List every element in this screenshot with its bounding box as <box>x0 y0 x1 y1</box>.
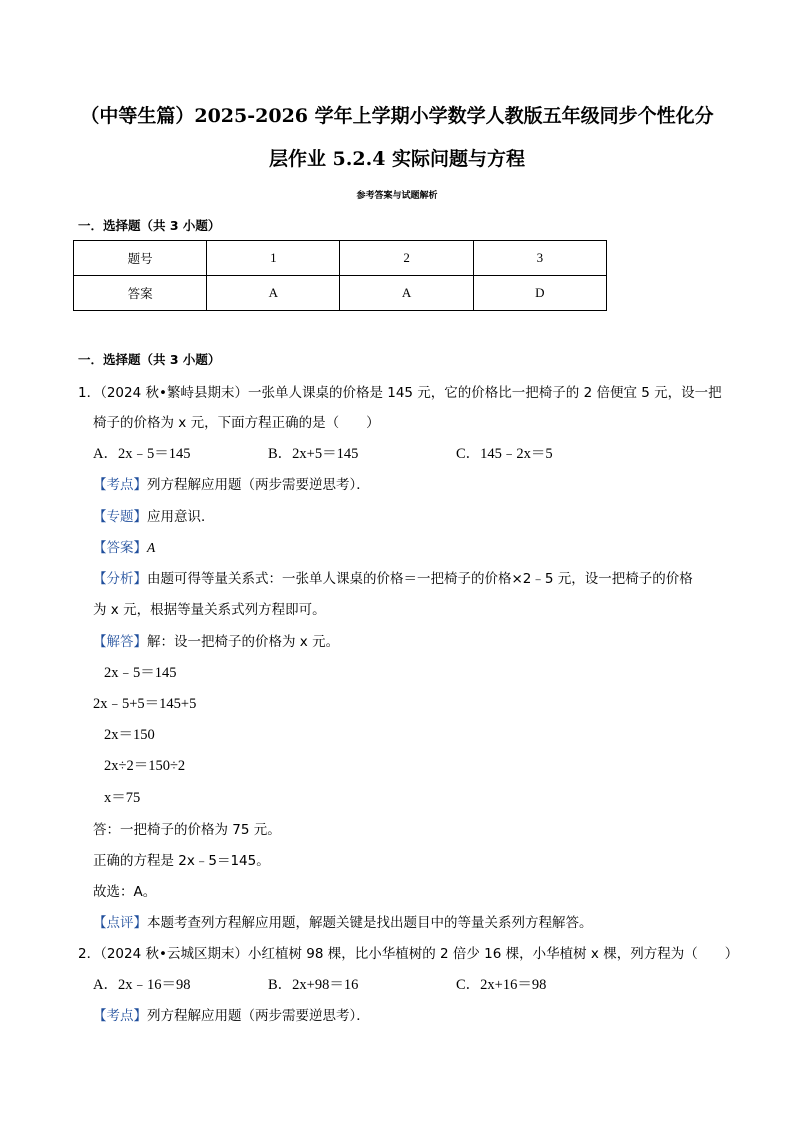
fenxi-text: 由题可得等量关系式：一张单人课桌的价格＝一把椅子的价格×2﹣5 元，设一把椅子的价格 <box>147 571 693 587</box>
q1-step: 2x﹣5＝145 <box>104 665 177 681</box>
q1-kaodian <box>93 473 370 493</box>
q2-kaodian <box>93 1004 370 1024</box>
q1-fenxi-line1 <box>93 567 693 587</box>
q1-fenxi-line2: 为 x 元，根据等量关系式列方程即可。 <box>93 602 326 618</box>
daan-text: A <box>147 540 156 555</box>
q1-zhuanti <box>93 505 215 525</box>
q1-stem-line1: 1．（2024 秋•繁峙县期末）一张单人课桌的价格是 145 元，它的价格比一把椅子的 2 倍便宜 5 元，设一把 <box>78 385 722 401</box>
kaodian-tag: 【考点】 <box>93 477 147 493</box>
answer-table-cell: 1 <box>207 241 340 276</box>
q1-stem-line2: 椅子的价格为 x 元，下面方程正确的是（ ） <box>93 415 380 431</box>
q1-answer-line: 答：一把椅子的价格为 75 元。 <box>93 822 281 838</box>
q1-step: x＝75 <box>104 790 141 806</box>
q2-option-b: B．2x+98＝16 <box>268 977 359 993</box>
q1-correct-line: 正确的方程是 2x﹣5＝145。 <box>93 853 270 869</box>
q2-option-c: C．2x+16＝98 <box>456 977 547 993</box>
zhuanti-tag: 【专题】 <box>93 509 147 525</box>
answer-table-row-answer <box>74 276 607 311</box>
document-title-line2: 层作业 5.2.4 实际问题与方程 <box>268 148 526 170</box>
kaodian-text: 列方程解应用题（两步需要逆思考）． <box>147 1008 370 1024</box>
answer-table-row-number <box>74 241 607 276</box>
q2-stem-line1: 2．（2024 秋•云城区期末）小红植树 98 棵，比小华植树的 2 倍少 16 棵，小华植树 x 棵，列方程为（ ） <box>78 946 739 962</box>
dianping-tag: 【点评】 <box>93 915 147 931</box>
jieda-text: 解：设一把椅子的价格为 x 元。 <box>147 634 340 650</box>
answer-section-heading: 一．选择题（共 3 小题） <box>78 218 221 233</box>
kaodian-text: 列方程解应用题（两步需要逆思考）． <box>147 477 370 493</box>
kaodian-tag: 【考点】 <box>93 1008 147 1024</box>
answer-table-cell: A <box>340 276 473 311</box>
q1-choose-line: 故选：A。 <box>93 884 157 900</box>
q2-option-a: A．2x﹣16＝98 <box>93 977 191 993</box>
q1-option-b: B．2x+5＝145 <box>268 446 359 462</box>
q1-step: 2x＝150 <box>104 727 155 743</box>
zhuanti-text: 应用意识． <box>147 509 215 525</box>
answer-table-cell: 2 <box>340 241 473 276</box>
q1-step: 2x÷2＝150÷2 <box>104 758 186 774</box>
jieda-tag: 【解答】 <box>93 634 147 650</box>
answer-table-cell: A <box>207 276 340 311</box>
q1-option-a: A．2x﹣5＝145 <box>93 446 191 462</box>
answer-table-cell: D <box>473 276 606 311</box>
document-subtitle: 参考答案与试题解析 <box>356 191 438 201</box>
q1-jieda <box>93 630 339 650</box>
dianping-text: 本题考查列方程解应用题，解题关键是找出题目中的等量关系列方程解答。 <box>147 915 593 931</box>
q1-step: 2x﹣5+5＝145+5 <box>93 696 197 712</box>
q1-daan <box>93 536 155 556</box>
q1-option-c: C．145﹣2x＝5 <box>456 446 553 462</box>
answer-table <box>73 240 607 311</box>
answer-table-label-number: 题号 <box>74 241 207 276</box>
daan-tag: 【答案】 <box>93 540 147 556</box>
q1-dianping <box>93 911 593 931</box>
solutions-heading: 一．选择题（共 3 小题） <box>78 352 221 367</box>
fenxi-tag: 【分析】 <box>93 571 147 587</box>
answer-table-label-answer: 答案 <box>74 276 207 311</box>
answer-table-cell: 3 <box>473 241 606 276</box>
document-title-line1: （中等生篇）2025-2026 学年上学期小学数学人教版五年级同步个性化分 <box>80 105 714 127</box>
